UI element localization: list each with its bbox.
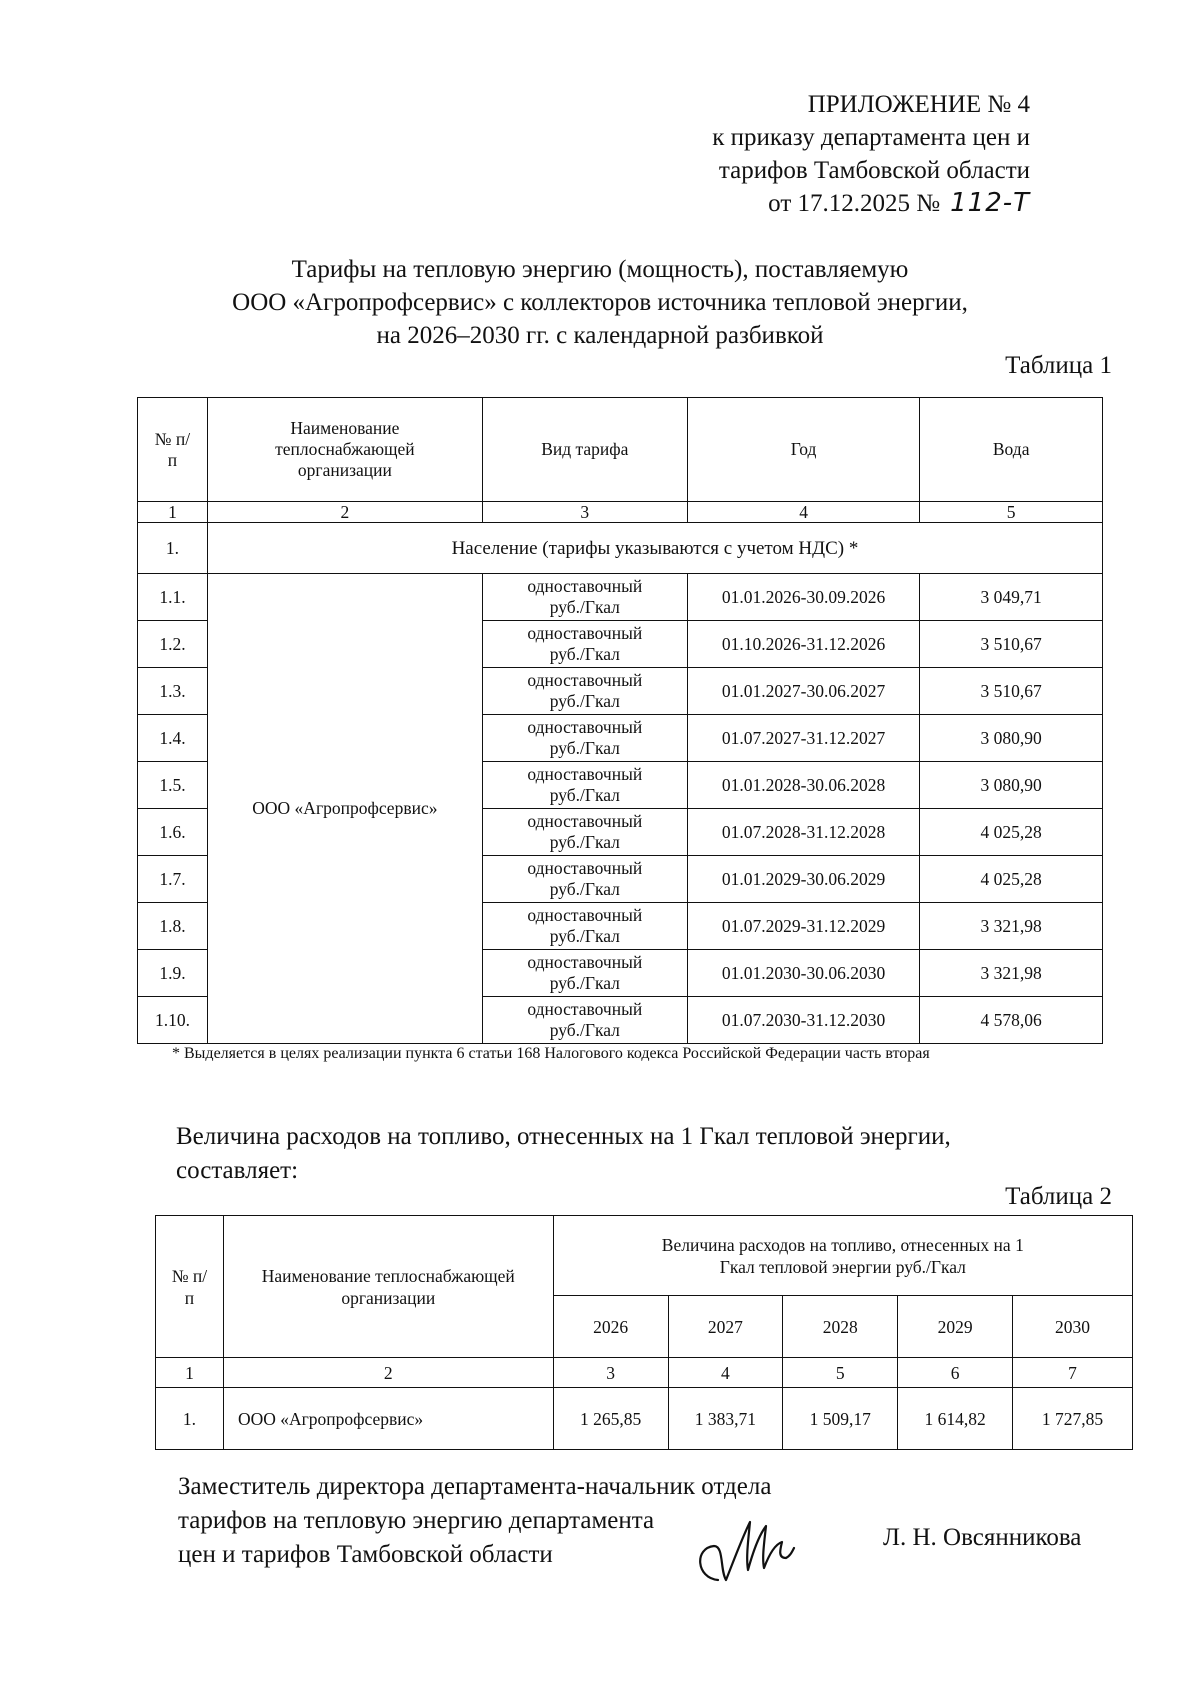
tariff-type: одноставочный руб./Гкал <box>482 621 687 668</box>
paragraph-line-1: Величина расходов на топливо, отнесенных на 1 Гкал тепловой энергии, <box>176 1123 951 1150</box>
row-no: 1.9. <box>138 950 208 997</box>
period: 01.10.2026-31.12.2026 <box>687 621 920 668</box>
period: 01.01.2026-30.09.2026 <box>687 574 920 621</box>
row-no: 1.4. <box>138 715 208 762</box>
tariff-value: 3 321,98 <box>920 903 1103 950</box>
tariff-type: одноставочный руб./Гкал <box>482 715 687 762</box>
col-number: 2 <box>223 1358 553 1388</box>
appendix-order-ref: к приказу департамента цен и <box>712 124 1030 151</box>
signatory-position <box>178 1470 771 1572</box>
year-2030: 2030 <box>1013 1296 1133 1358</box>
title-line-2: ООО «Агропрофсервис» с коллекторов источника тепловой энергии, <box>232 289 968 316</box>
title-line-3: на 2026–2030 гг. с календарной разбивкой <box>376 322 824 349</box>
row-no: 1.6. <box>138 809 208 856</box>
col-number: 4 <box>687 502 920 523</box>
year-2026: 2026 <box>553 1296 668 1358</box>
col-number: 1 <box>138 502 208 523</box>
col-number: 5 <box>920 502 1103 523</box>
tariff-value: 3 321,98 <box>920 950 1103 997</box>
table1-section-row <box>138 523 1103 574</box>
tariff-value: 4 025,28 <box>920 809 1103 856</box>
fuel-value: 1 265,85 <box>553 1388 668 1450</box>
section-title: Население (тарифы указываются с учетом НДС) * <box>207 523 1102 574</box>
table1-label: Таблица 1 <box>1005 352 1112 379</box>
tariff-type: одноставочный руб./Гкал <box>482 668 687 715</box>
header-organization: Наименование теплоснабжающей организации <box>207 398 482 502</box>
col-number: 2 <box>207 502 482 523</box>
header-year: Год <box>687 398 920 502</box>
period: 01.01.2028-30.06.2028 <box>687 762 920 809</box>
row-no: 1.7. <box>138 856 208 903</box>
row-no: 1.2. <box>138 621 208 668</box>
table2-column-numbers <box>156 1358 1133 1388</box>
fuel-value: 1 383,71 <box>668 1388 783 1450</box>
header-no: № п/п <box>138 398 208 502</box>
row-no: 1.1. <box>138 574 208 621</box>
footnote: * Выделяется в целях реализации пункта 6 статьи 168 Налогового кодекса Российской Федерации часть вторая <box>172 1045 930 1062</box>
position-line-2: тарифов на тепловую энергию департамента <box>178 1507 655 1534</box>
fuel-value: 1 509,17 <box>783 1388 898 1450</box>
paragraph-line-2: составляет: <box>176 1157 299 1184</box>
row-no: 1.3. <box>138 668 208 715</box>
tariff-type: одноставочный руб./Гкал <box>482 856 687 903</box>
appendix-department: тарифов Тамбовской области <box>718 157 1030 184</box>
organization-name: ООО «Агропрофсервис» <box>223 1388 553 1450</box>
col-number: 3 <box>482 502 687 523</box>
tariff-value: 3 510,67 <box>920 621 1103 668</box>
table1-column-numbers <box>138 502 1103 523</box>
fuel-cost-paragraph <box>176 1120 1106 1188</box>
signatory-name: Л. Н. Овсянникова <box>883 1524 1082 1551</box>
position-line-1: Заместитель директора департамента-начальник отдела <box>178 1473 772 1500</box>
period: 01.01.2030-30.06.2030 <box>687 950 920 997</box>
table2-header-row <box>156 1216 1133 1296</box>
tariff-type: одноставочный руб./Гкал <box>482 903 687 950</box>
t2-header-no: № п/п <box>156 1216 224 1358</box>
row-no: 1. <box>156 1388 224 1450</box>
tariff-value: 3 049,71 <box>920 574 1103 621</box>
appendix-date-line: от 17.12.2025 № 112-Т <box>768 188 1030 218</box>
section-no: 1. <box>138 523 208 574</box>
tariff-type: одноставочный руб./Гкал <box>482 997 687 1044</box>
row-no: 1.10. <box>138 997 208 1044</box>
year-2027: 2027 <box>668 1296 783 1358</box>
period: 01.07.2029-31.12.2029 <box>687 903 920 950</box>
col-number: 1 <box>156 1358 224 1388</box>
position-line-3: цен и тарифов Тамбовской области <box>178 1541 553 1568</box>
col-number: 3 <box>553 1358 668 1388</box>
t2-header-group: Величина расходов на топливо, отнесенных на 1 Гкал тепловой энергии руб./Гкал <box>553 1216 1132 1296</box>
year-2028: 2028 <box>783 1296 898 1358</box>
period: 01.01.2027-30.06.2027 <box>687 668 920 715</box>
tariff-value: 3 510,67 <box>920 668 1103 715</box>
period: 01.07.2027-31.12.2027 <box>687 715 920 762</box>
tariff-value: 3 080,90 <box>920 715 1103 762</box>
table-row <box>156 1388 1133 1450</box>
period: 01.07.2028-31.12.2028 <box>687 809 920 856</box>
table1-header-row <box>138 398 1103 502</box>
header-tariff-type: Вид тарифа <box>482 398 687 502</box>
tariff-type: одноставочный руб./Гкал <box>482 762 687 809</box>
row-no: 1.8. <box>138 903 208 950</box>
tariff-type: одноставочный руб./Гкал <box>482 574 687 621</box>
table-row <box>138 574 1103 621</box>
col-number: 6 <box>898 1358 1013 1388</box>
tariff-value: 4 578,06 <box>920 997 1103 1044</box>
appendix-header <box>590 88 1030 220</box>
tariff-table <box>137 397 1103 1044</box>
t2-header-organization: Наименование теплоснабжающей организации <box>223 1216 553 1358</box>
col-number: 7 <box>1013 1358 1133 1388</box>
handwritten-signature <box>690 1508 800 1588</box>
col-number: 5 <box>783 1358 898 1388</box>
fuel-value: 1 614,82 <box>898 1388 1013 1450</box>
organization-name: ООО «Агропрофсервис» <box>207 574 482 1044</box>
table2-label: Таблица 2 <box>1005 1183 1112 1210</box>
fuel-value: 1 727,85 <box>1013 1388 1133 1450</box>
header-water: Вода <box>920 398 1103 502</box>
title-line-1: Тарифы на тепловую энергию (мощность), поставляемую <box>291 256 909 283</box>
document-title <box>150 253 1050 352</box>
appendix-title: ПРИЛОЖЕНИЕ № 4 <box>807 91 1030 118</box>
fuel-cost-table <box>155 1215 1133 1450</box>
period: 01.01.2029-30.06.2029 <box>687 856 920 903</box>
tariff-value: 4 025,28 <box>920 856 1103 903</box>
tariff-type: одноставочный руб./Гкал <box>482 809 687 856</box>
col-number: 4 <box>668 1358 783 1388</box>
period: 01.07.2030-31.12.2030 <box>687 997 920 1044</box>
row-no: 1.5. <box>138 762 208 809</box>
year-2029: 2029 <box>898 1296 1013 1358</box>
tariff-type: одноставочный руб./Гкал <box>482 950 687 997</box>
order-number-handwritten: 112-Т <box>950 188 1030 218</box>
tariff-value: 3 080,90 <box>920 762 1103 809</box>
